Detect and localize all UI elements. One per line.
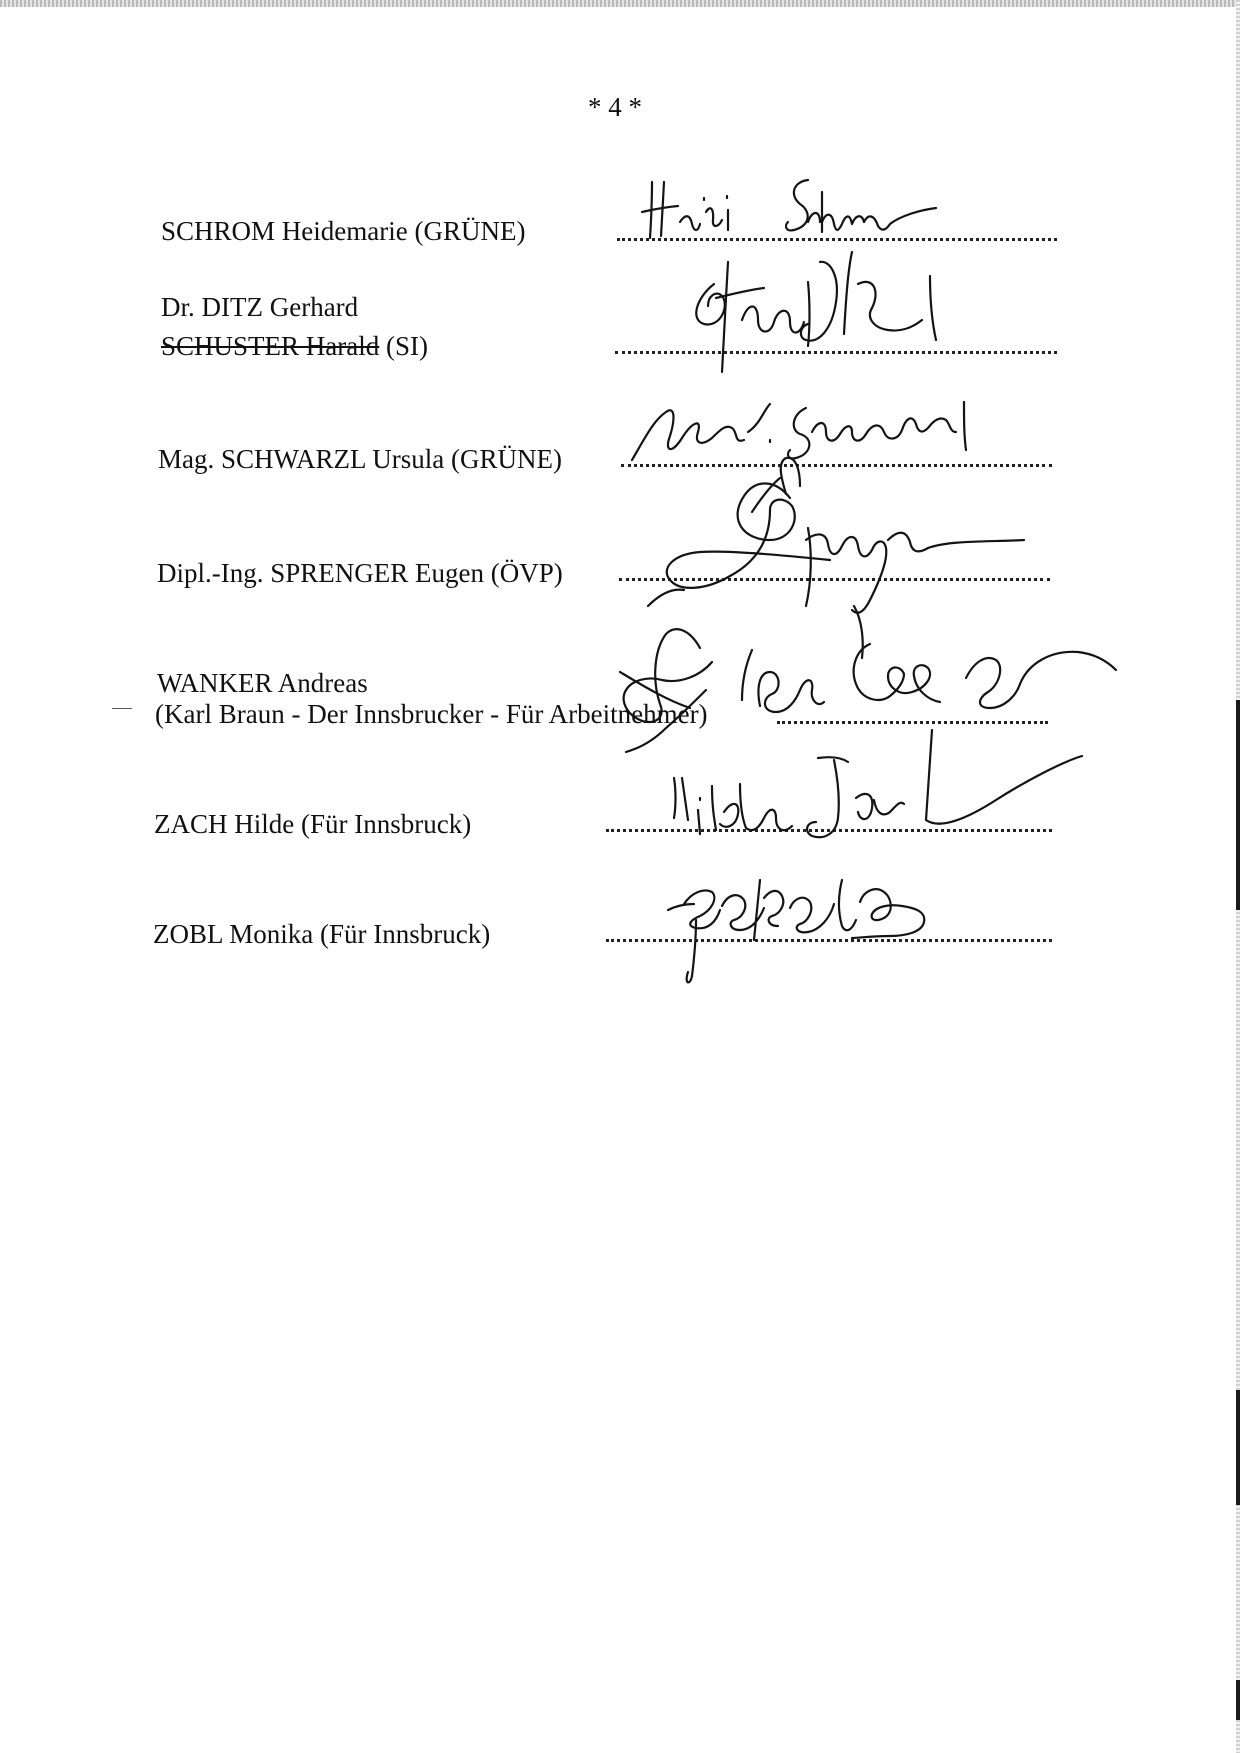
signatory-name: WANKER Andreas <box>157 668 368 698</box>
signatory-name: Mag. SCHWARZL Ursula (GRÜNE) <box>158 444 562 474</box>
signature-line <box>606 939 1052 942</box>
signatory-name: ZOBL Monika (Für Innsbruck) <box>153 919 491 949</box>
scan-edge-mark <box>1236 700 1240 910</box>
signatory-name-replaced <box>161 328 428 364</box>
signatory-name: Dr. DITZ Gerhard <box>161 292 359 322</box>
signatory-name: Dipl.-Ing. SPRENGER Eugen (ÖVP) <box>157 558 563 588</box>
signatory-name: SCHROM Heidemarie (GRÜNE) <box>161 216 526 246</box>
scan-artifact <box>112 708 132 709</box>
signature-zach <box>674 730 1082 837</box>
signatory-name: ZACH Hilde (Für Innsbruck) <box>154 809 472 839</box>
signature-line <box>777 721 1048 724</box>
signature-line <box>619 578 1050 581</box>
signature-line <box>621 464 1052 467</box>
signature-line <box>606 829 1052 832</box>
signature-schwarzl <box>632 402 966 460</box>
signature-ditz <box>696 252 936 372</box>
signature-zobl <box>668 880 924 982</box>
signature-schrom <box>642 180 936 238</box>
party-label: (SI) <box>379 331 428 361</box>
scan-edge-mark <box>1236 1680 1240 1720</box>
signature-sprenger <box>667 458 1024 613</box>
struck-name: SCHUSTER Harald <box>161 331 380 361</box>
signatory-affiliation: (Karl Braun - Der Innsbrucker - Für Arbeitnehmer) <box>155 699 708 729</box>
scan-edge-mark <box>1236 1390 1240 1505</box>
page-number: * 4 * <box>588 92 642 122</box>
scan-top-edge <box>0 0 1240 7</box>
signature-line <box>617 238 1057 241</box>
signature-line <box>615 351 1057 354</box>
